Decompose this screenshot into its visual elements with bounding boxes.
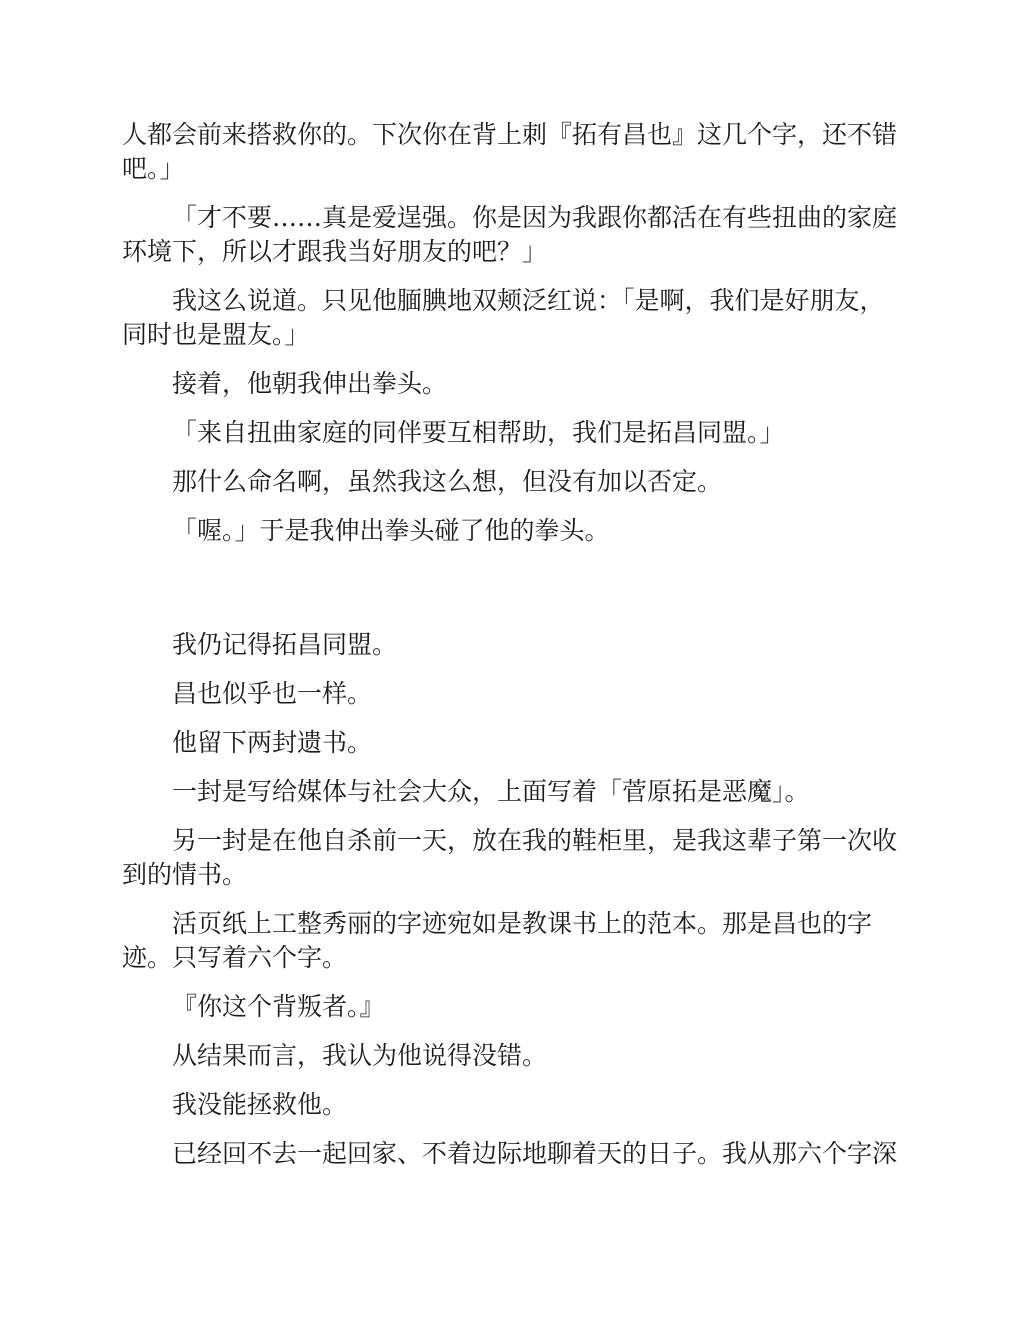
- paragraph: 我仍记得拓昌同盟。: [172, 630, 398, 659]
- paragraph: 一封是写给媒体与社会大众，上面写着「菅原拓是恶魔」。: [172, 777, 810, 806]
- paragraph: 那什么命名啊，虽然我这么想，但没有加以否定。: [172, 467, 723, 496]
- paragraph: 昌也似乎也一样。: [172, 679, 373, 708]
- paragraph: 已经回不去一起回家、不着边际地聊着天的日子。我从那六个字深: [172, 1139, 898, 1168]
- paragraph: 他留下两封遗书。: [172, 728, 373, 757]
- paragraph: 「才不要……真是爱逞强。你是因为我跟你都活在有些扭曲的家庭环境下，所以才跟我当好朋友的吧？」: [122, 203, 898, 266]
- paragraph: 人都会前来搭救你的。下次你在背上刺『拓有昌也』这几个字，还不错吧。」: [122, 120, 898, 183]
- paragraph: 另一封是在他自杀前一天，放在我的鞋柜里，是我这辈子第一次收到的情书。: [122, 826, 898, 889]
- paragraph: 「来自扭曲家庭的同伴要互相帮助，我们是拓昌同盟。」: [172, 418, 785, 447]
- paragraph: 「喔。」于是我伸出拳头碰了他的拳头。: [172, 516, 610, 545]
- paragraph: 接着，他朝我伸出拳头。: [172, 369, 448, 398]
- paragraph: 我这么说道。只见他腼腆地双颊泛红说：「是啊，我们是好朋友，同时也是盟友。」: [122, 286, 885, 349]
- body-text: [122, 118, 902, 1186]
- paragraph: 从结果而言，我认为他说得没错。: [172, 1041, 548, 1070]
- section-break: [122, 563, 902, 628]
- paragraph: 『你这个背叛者。』: [172, 992, 385, 1021]
- paragraph: 活页纸上工整秀丽的字迹宛如是教课书上的范本。那是昌也的字迹。只写着六个字。: [122, 909, 873, 972]
- paragraph: 我没能拯救他。: [172, 1090, 348, 1119]
